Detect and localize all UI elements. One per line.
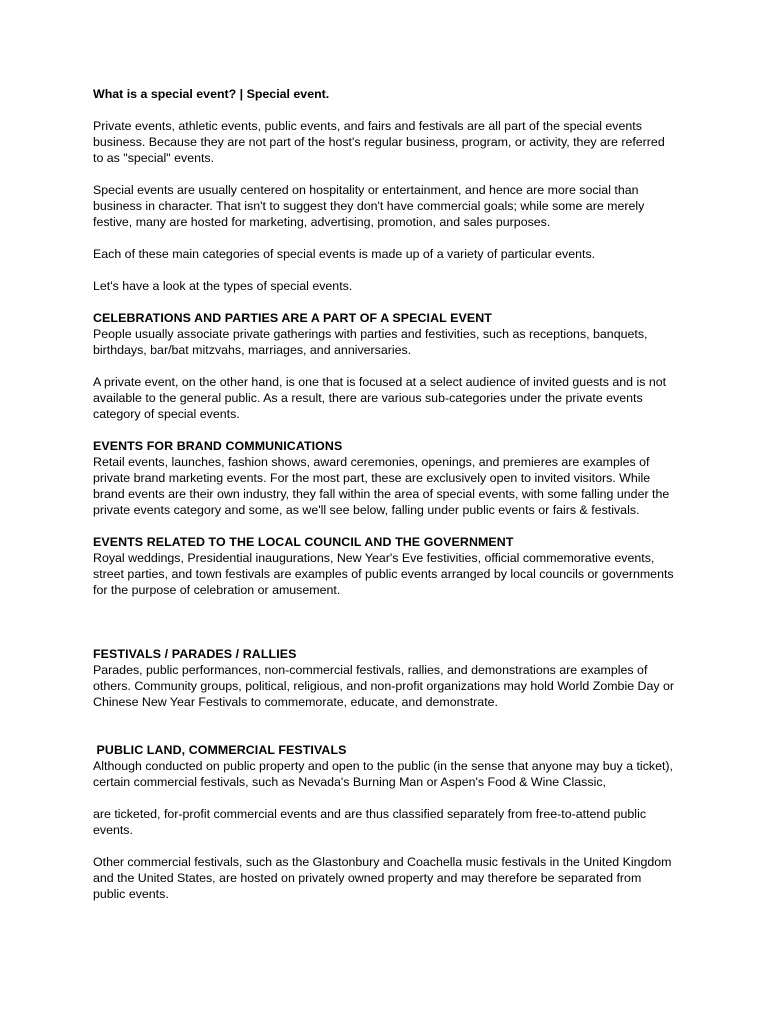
section-paragraph: Parades, public performances, non-commercial festivals, rallies, and demonstrations are examples of others. Community groups, political, religious, and non-profit organizations may hold World Zombie Day or Chinese New Year Festivals to commemorate, educate, and demonstrate. xyxy=(93,663,675,709)
section-festivals-parades xyxy=(93,646,677,710)
section-public-land xyxy=(93,742,677,902)
intro-paragraph-4: Let's have a look at the types of special events. xyxy=(93,279,353,293)
section-paragraph: People usually associate private gatherings with parties and festivities, such as receptions, banquets, birthdays, bar/bat mitzvahs, marriages, and anniversaries. xyxy=(93,327,648,357)
section-paragraph: Royal weddings, Presidential inaugurations, New Year's Eve festivities, official commemorative events, street parties, and town festivals are examples of public events arranged by local councils or governments for the purpose of celebration or amusement. xyxy=(93,551,674,597)
section-paragraph: are ticketed, for-profit commercial events and are thus classified separately from free-to-attend public events. xyxy=(93,807,647,837)
section-paragraph: Retail events, launches, fashion shows, award ceremonies, openings, and premieres are examples of private brand marketing events. For the most part, these are exclusively open to invited visitors. While brand events are their own industry, they fall within the area of special events, with some falling under the private events category and some, as we'll see below, falling under public events or fairs & festivals. xyxy=(93,455,670,517)
section-celebrations xyxy=(93,310,677,422)
section-local-council xyxy=(93,534,677,598)
section-brand-communications xyxy=(93,438,677,518)
section-paragraph: Although conducted on public property and open to the public (in the sense that anyone may buy a ticket), certain commercial festivals, such as Nevada's Burning Man or Aspen's Food & Wine Classic, xyxy=(93,759,673,789)
section-paragraph: A private event, on the other hand, is one that is focused at a select audience of invited guests and is not available to the general public. As a result, there are various sub-categories under the private events category of special events. xyxy=(93,375,667,421)
section-heading: EVENTS FOR BRAND COMMUNICATIONS xyxy=(93,439,343,453)
intro-paragraph-2: Special events are usually centered on hospitality or entertainment, and hence are more social than business in character. That isn't to suggest they don't have commercial goals; while some are merely festive, many are hosted for marketing, advertising, promotion, and sales purposes. xyxy=(93,183,645,229)
intro-paragraph-3: Each of these main categories of special events is made up of a variety of particular events. xyxy=(93,247,596,261)
spacer xyxy=(93,726,677,742)
document-title: What is a special event? | Special event. xyxy=(93,87,330,101)
section-heading: CELEBRATIONS AND PARTIES ARE A PART OF A SPECIAL EVENT xyxy=(93,311,492,325)
spacer xyxy=(93,614,677,646)
section-heading: FESTIVALS / PARADES / RALLIES xyxy=(93,647,297,661)
section-heading: EVENTS RELATED TO THE LOCAL COUNCIL AND THE GOVERNMENT xyxy=(93,535,514,549)
intro-paragraph-1: Private events, athletic events, public events, and fairs and festivals are all part of the special events business. Because they are not part of the host's regular business, program, or activity, they are referred to as "special" events. xyxy=(93,119,665,165)
section-heading: PUBLIC LAND, COMMERCIAL FESTIVALS xyxy=(93,743,347,757)
document-body xyxy=(93,86,677,918)
section-paragraph: Other commercial festivals, such as the Glastonbury and Coachella music festivals in the United Kingdom and the United States, are hosted on privately owned property and may therefore be separated from public events. xyxy=(93,855,672,901)
